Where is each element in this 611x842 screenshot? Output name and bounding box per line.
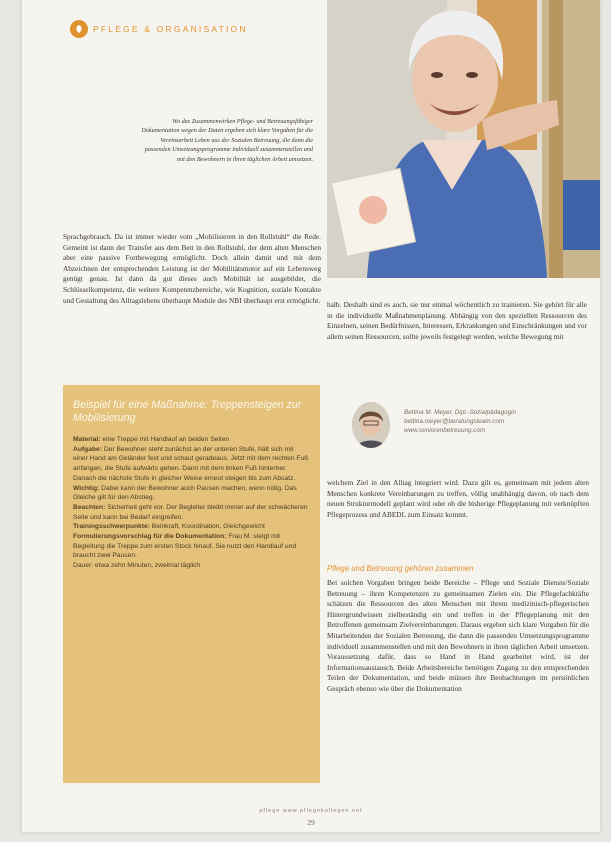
leaf-icon [74,24,84,34]
body-paragraph: Bei solchen Vorgaben bringen beide Bereiche – Pflege und Soziale Dienste/Soziale Betreuung – ihren Kompetenzen zu gemeinsamen Zielen ein. Die Pflegefachkräfte schätzen die Ressourcen des alten Menschen mit ihrem medizinisch-pflegerischen Hintergrundwissen zielbeständig ein und treffen in der Pflegeplanung mit den Betroffenen gemeinsam Zielvereinbarungen. Daraus ergeben sich klare Vorgaben für die Mitarbeitenden der Sozialen Betreuung, die dann die passenden Umsetzungsprogramme individuell zusammenstellen und mit den Bewohnern in ihren täglichen Arbeit umsetzen. Voraussetzung dafür, dass so Hand in Hand gearbeitet wird, ist der Informationsaustausch. Beide Arbeitsbereiche benötigen Zugang zu den entsprechenden Teilen der Dokumentation, und beide müssen ihre Beobachtungen im persönlichen Gespräch ebenso wie über die Dokumentation [327,578,589,693]
article-column-left [63,232,321,306]
author-website[interactable]: www.seniorenbetreuung.com [404,427,486,435]
photo-caption: Wo das Zusammenwirken Pflege- und Betreuungsfähiger Dokumentation wegen der Daten ergeben sich klare Vorgaben für die Vereinsarbeit Leben aus der Sozialen Betreuung, die dann die passenden Umsetzungsprogramme individuell zusammenstellen und mit den Bewohnern in ihren täglichen Arbeit umsetzen. [141,118,313,163]
magazine-page [22,0,600,832]
box-item: Formulierungsvorschlag für die Dokumentation: Frau M. steigt mit Begleitung die Treppe zum ersten Stock hinauf. Sie nutzt den Handlauf und braucht zwei Pausen. [73,533,297,560]
body-paragraph: halb. Deshalb sind es auch, sie nur einmal wöchentlich zu trainieren. Sie gehört für alle in die individuelle Maßnahmenplanung. Abhängig von den speziellen Ressourcen des Einzelnen, seinen Bedürfnissen, Interessen, Erkrankungen und Einschränkungen und vor allem seinen Ressourcen, sollte jeweils festgelegt werden, welche Bewegung mit [327,300,587,341]
article-column-right-top [327,300,587,342]
author-contact [352,402,592,458]
box-item: Aufgabe: Der Bewohner steht zunächst an der unteren Stufe, hält sich mit einer Hand am Geländer fest und schaut geradeaus. Jetzt mit dem rechten Fuß anfangen, die Stufe aufwärts gehen. Dann mit dem linken Fuß hinterher. Danach die nächste Stufe in gleicher Weise erneut steigen bis zum Absatz. [73,445,309,482]
body-paragraph: welchem Ziel in den Alltag integriert wird. Dazu gilt es, gemeinsam mit jedem alten Menschen konkrete Vereinbarungen zu treffen, völlig unabhängig davon, ob nach dem neuen Strukturmodell geplant wird oder ob die bisherige Pflegeplanung mit verknüpften Pflegeprozess und ABEDL zum Einsatz kommt. [327,478,589,519]
section-header [70,20,248,38]
body-paragraph: Sprachgebrauch. Da ist immer wieder vom „Mobilisieren in den Rollstuhl“ die Rede. Gemeint ist dann der Transfer aus dem Bett in den Rollstuhl, der dem alten Menschen aber eine passive Fortbewegung ermöglicht. Doch allein damit und mit dem Abzeichnen der entsprechenden Leistung ist der Mobilitätsmotor auf ein Lebensweg genügt genau. Ist dann da gut dieses auch Mobilität ist ausgebildet, die Schlüsselkompetenz, die weitere Kompetenzbereiche, wie Kognition, soziale Kontakte und Gestaltung des Alltagslebens überhaupt Module des NBI überhaupt erst ermöglicht. [63,232,321,305]
section-badge [70,20,88,38]
article-column-right-bottom [327,578,589,695]
box-item: Trainingsschwerpunkte: Beinkraft, Koordination, Gleichgewicht [73,523,265,531]
section-rubric: PFLEGE & ORGANISATION [93,24,248,34]
author-avatar [352,402,390,448]
author-contact-details [404,408,594,436]
author-name: Bettina M. Meyer, Dipl.-Sozialpädagogin [404,409,517,416]
page-number: 29 [307,818,315,827]
article-subheading: Pflege und Betreuung gehören zusammen [327,564,474,573]
example-box-body [73,435,310,571]
page-footer: pflege www.pflegekollegen.net [259,808,363,814]
box-item: Material: eine Treppe mit Handlauf an beiden Seiten [73,436,230,443]
box-item: Wichtig: Dabei kann der Bewohner auch Pausen machen, wenn nötig. Das Gleiche gilt für den Abstieg. [73,484,297,502]
box-item: Beachten: Sicherheit geht vor. Der Begleiter bleibt immer auf der schwächeren Seite und kann bei Bedarf eingreifen. [73,503,308,521]
article-column-right-middle [327,478,589,520]
example-box [63,385,320,783]
example-box-title: Beispiel für eine Maßnahme: Treppensteigen zur Mobilisierung [73,399,302,424]
author-email[interactable]: bettina.meyer@beratungsteam.com [404,418,505,426]
box-item: Dauer: etwa zehn Minuten, zweimal täglich [73,562,201,570]
photo-senior-woman [327,0,600,278]
